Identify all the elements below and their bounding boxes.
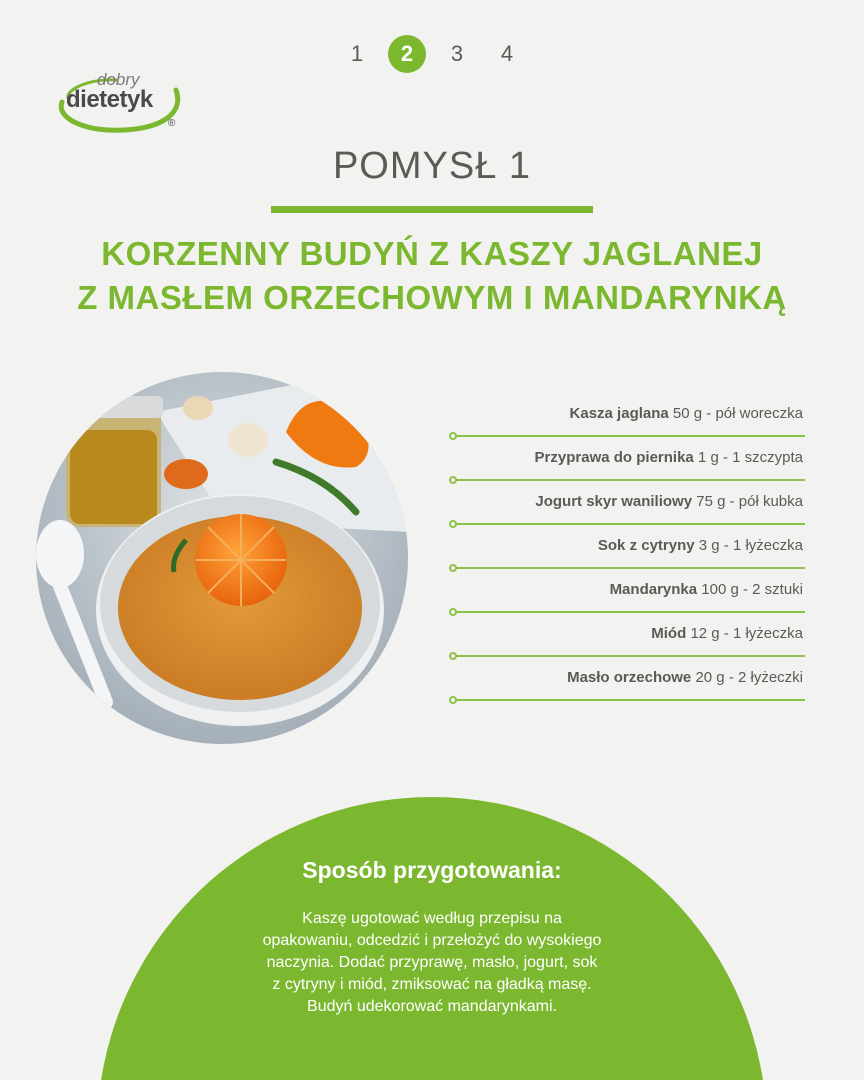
- ingredient-text: [651, 625, 803, 642]
- ingredient-name: Sok z cytryny: [597, 537, 695, 554]
- ingredient-name: Kasza jaglana: [569, 405, 669, 422]
- title-divider: [271, 206, 593, 213]
- preparation-line: z cytryny i miód, zmiksować na gładką masę.: [272, 976, 592, 993]
- ingredient-name: Mandarynka: [609, 581, 698, 598]
- logo-word-dietetyk: dietetyk: [66, 86, 153, 113]
- page-1-label: 1: [350, 41, 364, 66]
- ingredient-amount: 1 g - 1 szczypta: [697, 449, 803, 466]
- preparation-line: Kaszę ugotować według przepisu na: [302, 910, 562, 927]
- ingredient-row: [449, 392, 805, 436]
- ingredient-amount: 12 g - 1 łyżeczka: [690, 625, 803, 642]
- ingredient-divider: [455, 699, 805, 701]
- ingredients-list: [449, 392, 805, 700]
- idea-label: POMYSŁ 1: [332, 145, 532, 187]
- recipe-title: [0, 232, 864, 320]
- page-2-current[interactable]: [382, 34, 432, 74]
- preparation-line: naczynia. Dodać przyprawę, masło, jogurt, sok: [266, 954, 598, 971]
- ingredient-text: [535, 449, 803, 466]
- page-3[interactable]: [432, 34, 482, 74]
- ingredient-row: [449, 480, 805, 524]
- ingredient-text: [567, 669, 803, 686]
- page-1[interactable]: [332, 34, 382, 74]
- page-4-label: 4: [500, 41, 514, 66]
- ingredient-text: [570, 405, 803, 422]
- ingredient-row: [449, 612, 805, 656]
- ingredient-name: Miód: [651, 625, 687, 642]
- ingredient-row: [449, 656, 805, 700]
- recipe-title-line-1: KORZENNY BUDYŃ Z KASZY JAGLANEJ: [101, 235, 763, 272]
- ingredient-name: Przyprawa do piernika: [534, 449, 694, 466]
- ingredient-row: [449, 524, 805, 568]
- ingredient-name: Jogurt skyr waniliowy: [535, 493, 693, 510]
- brand-logo: [54, 68, 184, 134]
- ingredient-text: [598, 537, 803, 554]
- page-4[interactable]: [482, 34, 532, 74]
- ingredient-amount: 75 g - pół kubka: [696, 493, 803, 510]
- millet-pudding-bowl-image: [36, 372, 408, 744]
- dish-photo: [36, 372, 408, 744]
- ingredient-amount: 100 g - 2 sztuki: [701, 581, 803, 598]
- ingredient-text: [610, 581, 803, 598]
- page-2-label: 2: [388, 35, 426, 73]
- ingredient-row: [449, 436, 805, 480]
- preparation-line: Budyń udekorować mandarynkami.: [307, 998, 557, 1015]
- logo-registered-mark: ®: [168, 118, 176, 129]
- logo-word-dobry: dobry: [97, 70, 140, 89]
- preparation-heading: Sposób przygotowania:: [302, 857, 562, 883]
- ingredient-amount: 3 g - 1 łyżeczka: [698, 537, 803, 554]
- ingredient-text: [535, 493, 803, 510]
- ingredient-amount: 20 g - 2 łyżeczki: [695, 669, 803, 686]
- preparation-line: opakowaniu, odcedzić i przełożyć do wysokiego: [262, 932, 602, 949]
- ingredient-row: [449, 568, 805, 612]
- ingredient-amount: 50 g - pół woreczka: [672, 405, 803, 422]
- bullet-dot-icon: [449, 696, 457, 704]
- preparation-instructions: [212, 908, 652, 1018]
- recipe-title-line-2: Z MASŁEM ORZECHOWYM I MANDARYNKĄ: [77, 279, 787, 316]
- page-3-label: 3: [450, 41, 464, 66]
- ingredient-name: Masło orzechowe: [567, 669, 692, 686]
